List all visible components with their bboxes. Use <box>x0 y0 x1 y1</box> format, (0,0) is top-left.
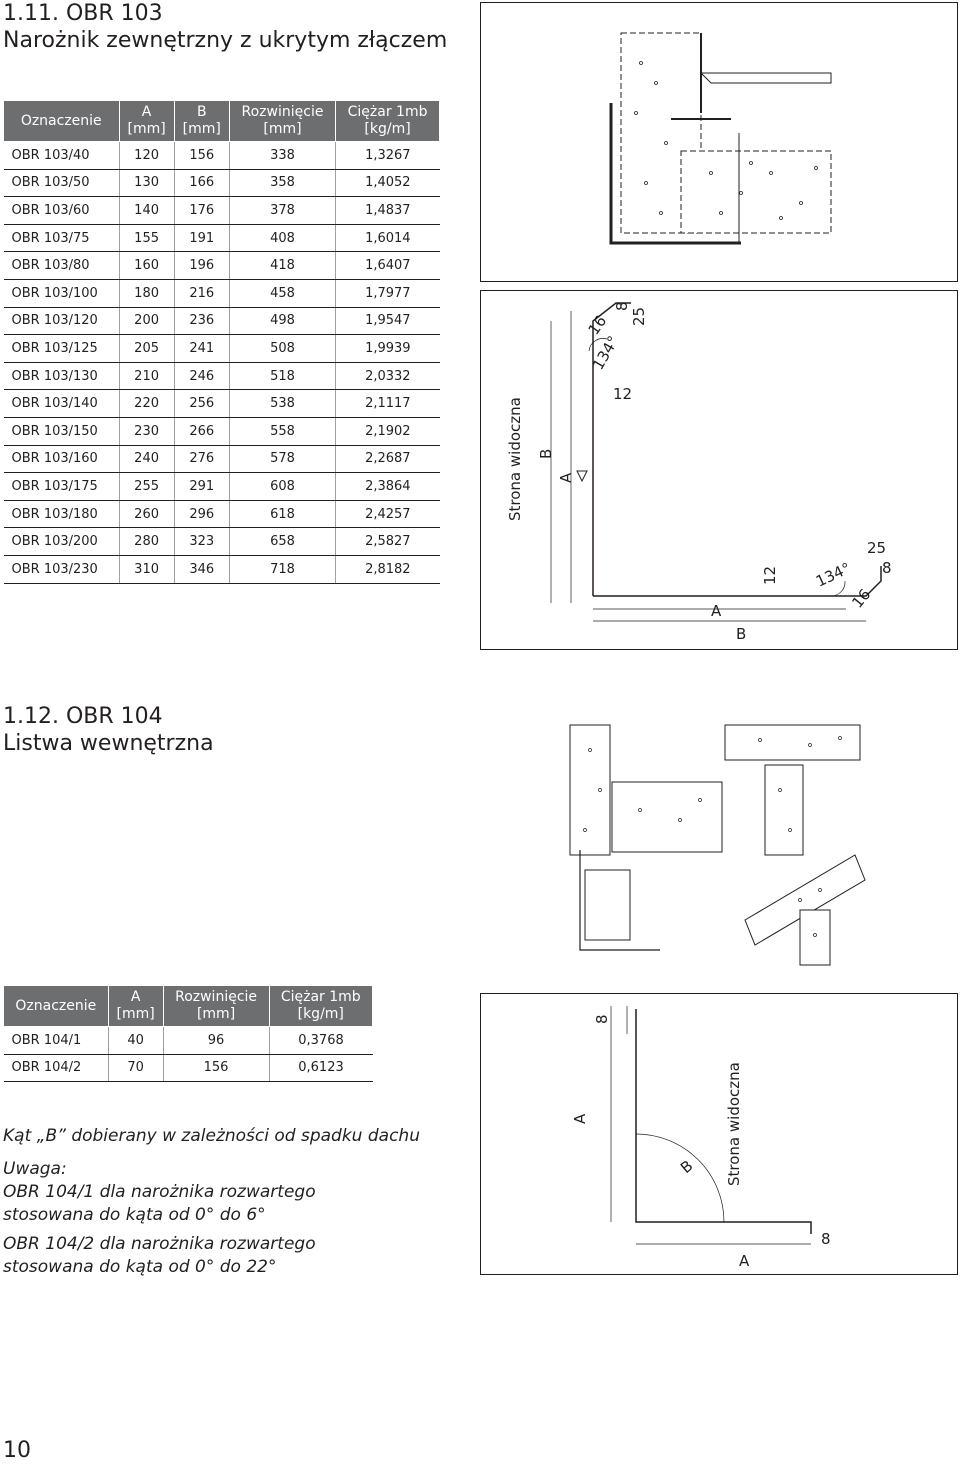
table-cell: OBR 103/125 <box>4 335 120 363</box>
table-row <box>4 362 440 390</box>
table-cell: 40 <box>108 1027 163 1055</box>
table-cell: 323 <box>174 528 229 556</box>
table-row <box>4 417 440 445</box>
table-cell: 160 <box>119 252 174 280</box>
table-cell: 200 <box>119 307 174 335</box>
installation-drawing-obr103 <box>480 2 958 282</box>
table-cell: 1,7977 <box>336 279 440 307</box>
dim-12-bottom: 12 <box>761 565 779 585</box>
dim-8-right-obr104: 8 <box>821 1230 831 1248</box>
section-title-obr103: 1.11. OBR 103 <box>3 1 163 26</box>
table-cell: 291 <box>174 473 229 501</box>
table-cell: 2,4257 <box>336 500 440 528</box>
table-cell: 2,2687 <box>336 445 440 473</box>
section1-header-0: Oznaczenie <box>4 101 120 142</box>
table-cell: 578 <box>229 445 335 473</box>
table-cell: OBR 103/160 <box>4 445 120 473</box>
table-cell: 608 <box>229 473 335 501</box>
dim-a-horizontal-obr104: A <box>739 1252 750 1270</box>
table-row <box>4 1027 373 1055</box>
table-row <box>4 390 440 418</box>
table-cell: 236 <box>174 307 229 335</box>
table-cell: 140 <box>119 197 174 225</box>
table-cell: 458 <box>229 279 335 307</box>
table-cell: 1,9939 <box>336 335 440 363</box>
section2-header-0: Oznaczenie <box>4 986 109 1027</box>
table-cell: 220 <box>119 390 174 418</box>
table-cell: OBR 103/130 <box>4 362 120 390</box>
table-cell: 1,6407 <box>336 252 440 280</box>
table-row <box>4 169 440 197</box>
table-row <box>4 197 440 225</box>
page-number: 10 <box>3 1438 31 1463</box>
section1-header-4: Ciężar 1mb [kg/m] <box>336 101 440 142</box>
dim-a-vertical: A <box>557 472 575 483</box>
table-cell: 260 <box>119 500 174 528</box>
table-cell: 210 <box>119 362 174 390</box>
table-row <box>4 252 440 280</box>
table-cell: OBR 103/175 <box>4 473 120 501</box>
table-cell: OBR 103/50 <box>4 169 120 197</box>
dim-25-top: 25 <box>630 306 648 326</box>
table-cell: 280 <box>119 528 174 556</box>
table-cell: 191 <box>174 224 229 252</box>
table-cell: 498 <box>229 307 335 335</box>
dim-25-right: 25 <box>867 539 887 557</box>
section1-header-2: B [mm] <box>174 101 229 142</box>
table-cell: 538 <box>229 390 335 418</box>
table-cell: 2,1117 <box>336 390 440 418</box>
table-cell: 418 <box>229 252 335 280</box>
table-cell: 255 <box>119 473 174 501</box>
table-cell: 2,8182 <box>336 555 440 583</box>
table-cell: OBR 103/150 <box>4 417 120 445</box>
section1-header-3: Rozwinięcie [mm] <box>229 101 335 142</box>
dim-8-top: 8 <box>613 301 631 311</box>
table-cell: 241 <box>174 335 229 363</box>
table-cell: 276 <box>174 445 229 473</box>
dim-16-top: 16 <box>584 312 611 339</box>
table-cell: OBR 103/180 <box>4 500 120 528</box>
remark-2-line-1: OBR 104/2 dla narożnika rozwartego <box>3 1234 316 1254</box>
table-cell: OBR 103/80 <box>4 252 120 280</box>
table-cell: OBR 103/60 <box>4 197 120 225</box>
table-cell: 166 <box>174 169 229 197</box>
section2-header-1: A [mm] <box>108 986 163 1027</box>
table-cell: 246 <box>174 362 229 390</box>
table-row <box>4 555 440 583</box>
dim-12-top: 12 <box>613 385 633 403</box>
table-row <box>4 307 440 335</box>
table-cell: 618 <box>229 500 335 528</box>
table-cell: 2,1902 <box>336 417 440 445</box>
table-cell: 346 <box>174 555 229 583</box>
table-cell: 0,3768 <box>269 1027 372 1055</box>
dim-8-top-obr104: 8 <box>593 1014 611 1024</box>
table-row <box>4 528 440 556</box>
table-row <box>4 500 440 528</box>
table-cell: 96 <box>163 1027 269 1055</box>
profile-drawing-obr103 <box>480 290 958 650</box>
table-cell: 205 <box>119 335 174 363</box>
table-row <box>4 142 440 170</box>
table-cell: OBR 104/2 <box>4 1054 109 1082</box>
table-cell: 0,6123 <box>269 1054 372 1082</box>
table-cell: 408 <box>229 224 335 252</box>
dim-a-horizontal: A <box>711 602 722 620</box>
table-cell: 1,3267 <box>336 142 440 170</box>
section-subtitle-obr103: Narożnik zewnętrzny z ukrytym złączem <box>3 28 448 53</box>
remark-2-line-2: stosowana do kąta od 0° do 22° <box>3 1257 277 1277</box>
table-cell: 2,3864 <box>336 473 440 501</box>
table-cell: 2,0332 <box>336 362 440 390</box>
table-row <box>4 1054 373 1082</box>
table-cell: OBR 103/120 <box>4 307 120 335</box>
table-cell: OBR 103/200 <box>4 528 120 556</box>
table-cell: 1,6014 <box>336 224 440 252</box>
table-row <box>4 445 440 473</box>
profile-drawing-obr104 <box>480 993 958 1275</box>
table-cell: OBR 103/40 <box>4 142 120 170</box>
table-cell: 266 <box>174 417 229 445</box>
table-cell: 2,5827 <box>336 528 440 556</box>
table-cell: 658 <box>229 528 335 556</box>
table-cell: OBR 103/230 <box>4 555 120 583</box>
table-cell: 176 <box>174 197 229 225</box>
dim-b-vertical: B <box>537 448 555 459</box>
table-cell: 196 <box>174 252 229 280</box>
dim-8-right: 8 <box>882 559 892 577</box>
remark-1-line-2: stosowana do kąta od 0° do 6° <box>3 1205 266 1225</box>
table-cell: 155 <box>119 224 174 252</box>
table-cell: 508 <box>229 335 335 363</box>
table-cell: 70 <box>108 1054 163 1082</box>
section-title-obr104: 1.12. OBR 104 <box>3 704 163 729</box>
angle-note: Kąt „B” dobierany w zależności od spadku dachu <box>3 1126 420 1146</box>
table-cell: 296 <box>174 500 229 528</box>
table-row <box>4 224 440 252</box>
table-cell: 718 <box>229 555 335 583</box>
dim-16-bottom: 16 <box>848 585 875 612</box>
angle-b-label: B <box>677 1156 697 1178</box>
section2-header-2: Rozwinięcie [mm] <box>163 986 269 1027</box>
table-cell: 156 <box>163 1054 269 1082</box>
table-cell: 378 <box>229 197 335 225</box>
table-cell: 358 <box>229 169 335 197</box>
table-cell: 1,4052 <box>336 169 440 197</box>
table-row <box>4 473 440 501</box>
section2-header-3: Ciężar 1mb [kg/m] <box>269 986 372 1027</box>
spec-table-obr104 <box>3 985 373 1082</box>
remark-label: Uwaga: <box>3 1159 67 1179</box>
table-cell: 558 <box>229 417 335 445</box>
table-cell: 518 <box>229 362 335 390</box>
spec-table-obr103 <box>3 100 440 584</box>
visible-side-label-obr103: Strona widoczna <box>506 397 524 521</box>
table-cell: OBR 103/100 <box>4 279 120 307</box>
table-cell: 120 <box>119 142 174 170</box>
dim-b-horizontal: B <box>736 625 747 643</box>
table-row <box>4 335 440 363</box>
installation-drawing-obr104 <box>560 720 890 970</box>
table-cell: 230 <box>119 417 174 445</box>
visible-side-label-obr104: Strona widoczna <box>725 1062 743 1186</box>
table-cell: 216 <box>174 279 229 307</box>
section-subtitle-obr104: Listwa wewnętrzna <box>3 731 214 756</box>
table-cell: 338 <box>229 142 335 170</box>
dim-a-vertical-obr104: A <box>571 1113 589 1124</box>
table-cell: OBR 103/75 <box>4 224 120 252</box>
table-cell: 180 <box>119 279 174 307</box>
table-cell: 256 <box>174 390 229 418</box>
table-cell: 130 <box>119 169 174 197</box>
table-cell: OBR 103/140 <box>4 390 120 418</box>
table-row <box>4 279 440 307</box>
table-cell: 1,9547 <box>336 307 440 335</box>
table-cell: 240 <box>119 445 174 473</box>
table-cell: 156 <box>174 142 229 170</box>
angle-134-bottom: 134° <box>813 559 854 591</box>
table-cell: 310 <box>119 555 174 583</box>
angle-134-top: 134° <box>588 332 623 373</box>
remark-1-line-1: OBR 104/1 dla narożnika rozwartego <box>3 1182 316 1202</box>
section1-header-1: A [mm] <box>119 101 174 142</box>
table-cell: OBR 104/1 <box>4 1027 109 1055</box>
table-cell: 1,4837 <box>336 197 440 225</box>
